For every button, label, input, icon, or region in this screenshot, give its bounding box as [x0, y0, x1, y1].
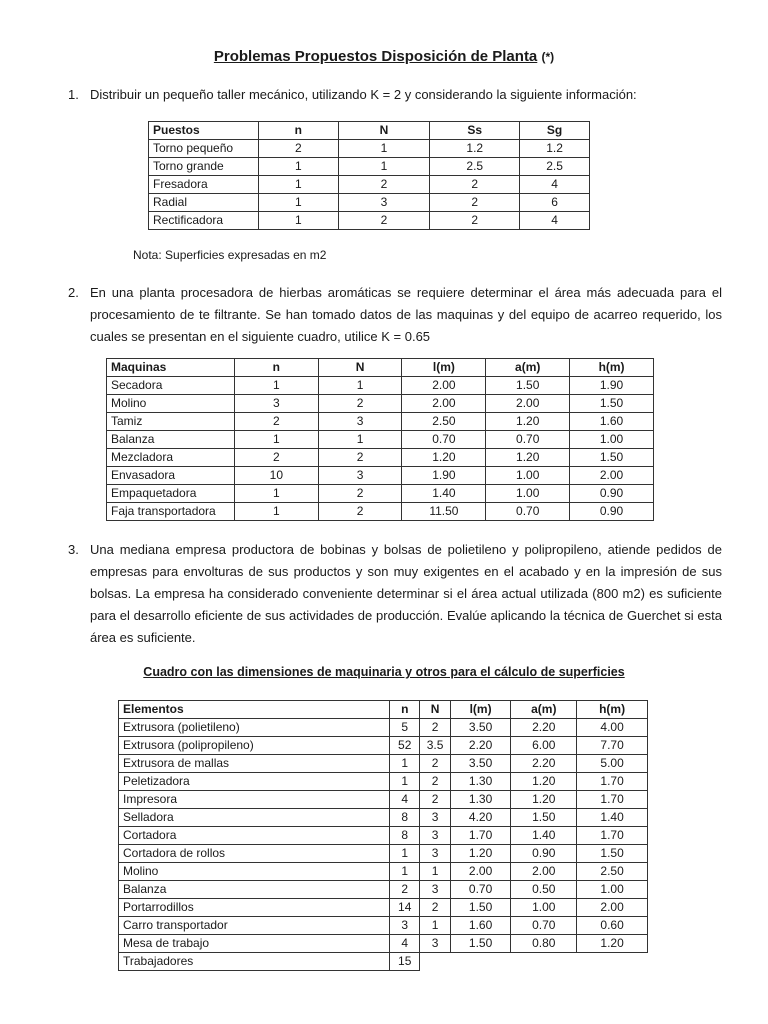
table-cell: 2 [420, 899, 450, 917]
empty-cell [577, 953, 648, 971]
table-cell: 1.00 [511, 899, 577, 917]
table-cell: 1.00 [486, 485, 570, 503]
table-row [107, 503, 654, 521]
table-cell: 2 [430, 176, 520, 194]
table-cell: 1.60 [450, 917, 511, 935]
table-cell: Trabajadores [119, 953, 390, 971]
table-cell: 2 [338, 212, 430, 230]
table-cell: 0.70 [450, 881, 511, 899]
table-cell: 1.50 [511, 809, 577, 827]
table-cell: 2.50 [577, 863, 648, 881]
table-cell: 0.90 [570, 485, 654, 503]
table-cell: 1.2 [430, 140, 520, 158]
table-cell: 1 [258, 158, 338, 176]
table-cell: 1.00 [486, 467, 570, 485]
table-cell: Secadora [107, 377, 235, 395]
table-cell: 2.20 [511, 755, 577, 773]
table-cell: 4 [390, 791, 420, 809]
table-cell: 1 [390, 755, 420, 773]
table-row [119, 935, 648, 953]
table-cell: 5 [390, 719, 420, 737]
table-cell: 1.20 [511, 773, 577, 791]
table-cell: 1.70 [450, 827, 511, 845]
column-header: n [258, 122, 338, 140]
table-cell: 2 [420, 719, 450, 737]
table-cell: 7.70 [577, 737, 648, 755]
table-cell: 6.00 [511, 737, 577, 755]
table-cell: Mezcladora [107, 449, 235, 467]
table-cell: 3 [420, 827, 450, 845]
column-header: Sg [520, 122, 590, 140]
table-cell: 2.5 [430, 158, 520, 176]
table-cell: 1.60 [570, 413, 654, 431]
table-row [107, 485, 654, 503]
page-title [0, 48, 768, 65]
table-row [107, 395, 654, 413]
table-cell: 3 [420, 845, 450, 863]
table-cell: 3 [420, 935, 450, 953]
table-cell: 1.2 [520, 140, 590, 158]
table-cell: 4 [390, 935, 420, 953]
table-cell: 3 [234, 395, 318, 413]
table-cell: 8 [390, 809, 420, 827]
table-cell: 1.50 [450, 935, 511, 953]
table-cell: 1 [234, 431, 318, 449]
table-cell: 2 [234, 449, 318, 467]
table-cell: 8 [390, 827, 420, 845]
table-cell: 3 [420, 809, 450, 827]
table-cell: 3.5 [420, 737, 450, 755]
table-cell: Envasadora [107, 467, 235, 485]
table-cell: 1 [420, 917, 450, 935]
surface-note: Nota: Superficies expresadas en m2 [133, 248, 327, 262]
table-cell: 1.70 [577, 827, 648, 845]
table-cell: Cortadora de rollos [119, 845, 390, 863]
table-cell: 0.90 [570, 503, 654, 521]
column-header: a(m) [511, 701, 577, 719]
table-cell: 1.20 [577, 935, 648, 953]
table-cell: 2 [390, 881, 420, 899]
table-cell: 2.00 [577, 899, 648, 917]
table-cell: 2.00 [511, 863, 577, 881]
table-row [119, 791, 648, 809]
table-cell: Molino [119, 863, 390, 881]
table-cell: 1 [258, 176, 338, 194]
table-row [119, 953, 648, 971]
table-cell: 1 [390, 863, 420, 881]
empty-cell [450, 953, 511, 971]
table-cell: 3 [338, 194, 430, 212]
table-cell: 1.20 [486, 413, 570, 431]
table-cell: 2 [318, 503, 402, 521]
table-cell: 2 [430, 212, 520, 230]
table-cell: 0.60 [577, 917, 648, 935]
table-cell: Peletizadora [119, 773, 390, 791]
table-row [107, 431, 654, 449]
column-header: h(m) [577, 701, 648, 719]
table-cell: 0.70 [486, 503, 570, 521]
table-puestos [148, 121, 590, 230]
problem-2-statement [68, 282, 722, 348]
table-cell: Torno pequeño [149, 140, 259, 158]
title-mark: (*) [541, 50, 555, 64]
table-row [107, 449, 654, 467]
column-header: l(m) [402, 359, 486, 377]
table-cell: Carro transportador [119, 917, 390, 935]
table-cell: Portarrodillos [119, 899, 390, 917]
table-cell: 3.50 [450, 719, 511, 737]
table-cell: 1.20 [450, 845, 511, 863]
table-cell: 2 [234, 413, 318, 431]
table-cell: Extrusora (polipropileno) [119, 737, 390, 755]
table-cell: Molino [107, 395, 235, 413]
table-cell: Rectificadora [149, 212, 259, 230]
column-header: a(m) [486, 359, 570, 377]
table-cell: 1.00 [570, 431, 654, 449]
column-header: N [420, 701, 450, 719]
table-cell: 1.20 [402, 449, 486, 467]
table-row [119, 845, 648, 863]
table-cell: 0.70 [486, 431, 570, 449]
table-cell: 4.00 [577, 719, 648, 737]
table-cell: 1.40 [577, 809, 648, 827]
table-cell: 1 [234, 503, 318, 521]
problem-text: Una mediana empresa productora de bobinas y bolsas de polietileno y polipropileno, atiende pedidos de empresas para envolturas de sus productos y son muy exigentes en el acabado y en la impresión de sus bolsas. La empresa ha considerado conveniente determinar si el área actual utilizada (800 m2) es suficiente para el desarrollo eficiente de sus actividades de producción. Evalúe aplicando la técnica de Guerchet si esta área es suficiente. [90, 542, 722, 645]
table-cell: Selladora [119, 809, 390, 827]
problem-1-statement [68, 84, 722, 106]
table-cell: 1.50 [577, 845, 648, 863]
table-cell: Radial [149, 194, 259, 212]
column-header: l(m) [450, 701, 511, 719]
table-cell: 1 [338, 140, 430, 158]
table-cell: 14 [390, 899, 420, 917]
table-cell: 1 [318, 431, 402, 449]
table-cell: 2 [258, 140, 338, 158]
table-cell: 2.5 [520, 158, 590, 176]
column-header: Ss [430, 122, 520, 140]
table-cell: 0.80 [511, 935, 577, 953]
table-cell: 1 [258, 194, 338, 212]
column-header: n [390, 701, 420, 719]
table-cell: 2 [318, 449, 402, 467]
table-cell: Balanza [119, 881, 390, 899]
table-cell: 1.30 [450, 791, 511, 809]
column-header: n [234, 359, 318, 377]
table-row [149, 194, 590, 212]
column-header: Puestos [149, 122, 259, 140]
table-cell: 0.70 [402, 431, 486, 449]
table-cell: 2 [420, 791, 450, 809]
table-row [149, 140, 590, 158]
table-cell: 1.50 [450, 899, 511, 917]
table-cell: 0.90 [511, 845, 577, 863]
table-row [119, 773, 648, 791]
table-row [119, 737, 648, 755]
table-cell: 1.70 [577, 791, 648, 809]
table-cell: 1.20 [511, 791, 577, 809]
table-cell: 2 [420, 773, 450, 791]
table-row [119, 863, 648, 881]
table-row [119, 827, 648, 845]
table-cell: 1.40 [402, 485, 486, 503]
table-row [119, 809, 648, 827]
column-header: N [338, 122, 430, 140]
table-cell: 10 [234, 467, 318, 485]
table-row [119, 899, 648, 917]
table-cell: 2.20 [511, 719, 577, 737]
table-cell: Balanza [107, 431, 235, 449]
table-cell: 3 [390, 917, 420, 935]
problem-number: 2. [68, 285, 79, 300]
table-cell: Torno grande [149, 158, 259, 176]
table-cell: 2.00 [450, 863, 511, 881]
table-row [107, 377, 654, 395]
table-cell: 1.70 [577, 773, 648, 791]
problem-number: 3. [68, 542, 79, 557]
table-cell: 52 [390, 737, 420, 755]
table-cell: 2.00 [402, 395, 486, 413]
column-header: h(m) [570, 359, 654, 377]
table-cell: 2 [338, 176, 430, 194]
table-cell: 0.70 [511, 917, 577, 935]
table-row [149, 212, 590, 230]
table-cell: 1 [338, 158, 430, 176]
problem-text: Distribuir un pequeño taller mecánico, utilizando K = 2 y considerando la siguiente información: [90, 87, 637, 102]
table-cell: 1 [258, 212, 338, 230]
table-cell: 1.50 [570, 449, 654, 467]
title-text: Problemas Propuestos Disposición de Planta [213, 48, 538, 65]
table-cell: 0.50 [511, 881, 577, 899]
table-row [119, 755, 648, 773]
table-cell: 3 [318, 413, 402, 431]
table-cell: 2.00 [486, 395, 570, 413]
table-cell: Mesa de trabajo [119, 935, 390, 953]
table-cell: 1.40 [511, 827, 577, 845]
table-row [149, 158, 590, 176]
table-cell: 1 [390, 773, 420, 791]
problem-text: En una planta procesadora de hierbas aromáticas se requiere determinar el área más adecuada para el procesamiento de te filtrante. Se han tomado datos de las maquinas y del equipo de acarreo requerido, los cuales se presentan en el siguiente cuadro, utilice K = 0.65 [90, 285, 722, 344]
table-cell: Tamiz [107, 413, 235, 431]
table-cell: Empaquetadora [107, 485, 235, 503]
column-header: N [318, 359, 402, 377]
table-cell: 1.30 [450, 773, 511, 791]
empty-cell [511, 953, 577, 971]
table-cell: 1 [234, 377, 318, 395]
table-cell: 2.50 [402, 413, 486, 431]
table-cell: 1.00 [577, 881, 648, 899]
table-cell: 1 [318, 377, 402, 395]
table-cell: Extrusora (polietileno) [119, 719, 390, 737]
table-cell: Faja transportadora [107, 503, 235, 521]
table-cell: 6 [520, 194, 590, 212]
table-cell: 1.50 [486, 377, 570, 395]
table-cell: 4 [520, 212, 590, 230]
table-cell: 4 [520, 176, 590, 194]
table-cell: 15 [390, 953, 420, 971]
table-row [149, 176, 590, 194]
table-cell: 1 [234, 485, 318, 503]
table-cell: 4.20 [450, 809, 511, 827]
table-cell: 11.50 [402, 503, 486, 521]
table-caption: Cuadro con las dimensiones de maquinaria y otros para el cálculo de superficies [143, 665, 625, 679]
empty-cell [420, 953, 450, 971]
column-header: Elementos [119, 701, 390, 719]
table-cell: Extrusora de mallas [119, 755, 390, 773]
table-cell: 3.50 [450, 755, 511, 773]
table-cell: 2 [318, 395, 402, 413]
table-cell: 3 [420, 881, 450, 899]
table-row [107, 467, 654, 485]
column-header: Maquinas [107, 359, 235, 377]
table-row [119, 719, 648, 737]
table-cell: 5.00 [577, 755, 648, 773]
table-cell: 2 [420, 755, 450, 773]
table-cell: 1 [390, 845, 420, 863]
table-cell: 3 [318, 467, 402, 485]
table-cell: 1.90 [570, 377, 654, 395]
table-cell: 2.00 [570, 467, 654, 485]
table-cell: 2 [430, 194, 520, 212]
table-row [119, 917, 648, 935]
table-cell: 1.50 [570, 395, 654, 413]
table-cell: 2.20 [450, 737, 511, 755]
problem-number: 1. [68, 87, 79, 102]
table-elementos [118, 700, 648, 971]
table-cell: 1.20 [486, 449, 570, 467]
table-cell: Fresadora [149, 176, 259, 194]
problem-3-statement [68, 539, 722, 649]
table-row [119, 881, 648, 899]
table-cell: 1 [420, 863, 450, 881]
table-row [107, 413, 654, 431]
table-cell: 2.00 [402, 377, 486, 395]
table-cell: Cortadora [119, 827, 390, 845]
table-maquinas [106, 358, 654, 521]
table-cell: 1.90 [402, 467, 486, 485]
table-cell: Impresora [119, 791, 390, 809]
table-cell: 2 [318, 485, 402, 503]
